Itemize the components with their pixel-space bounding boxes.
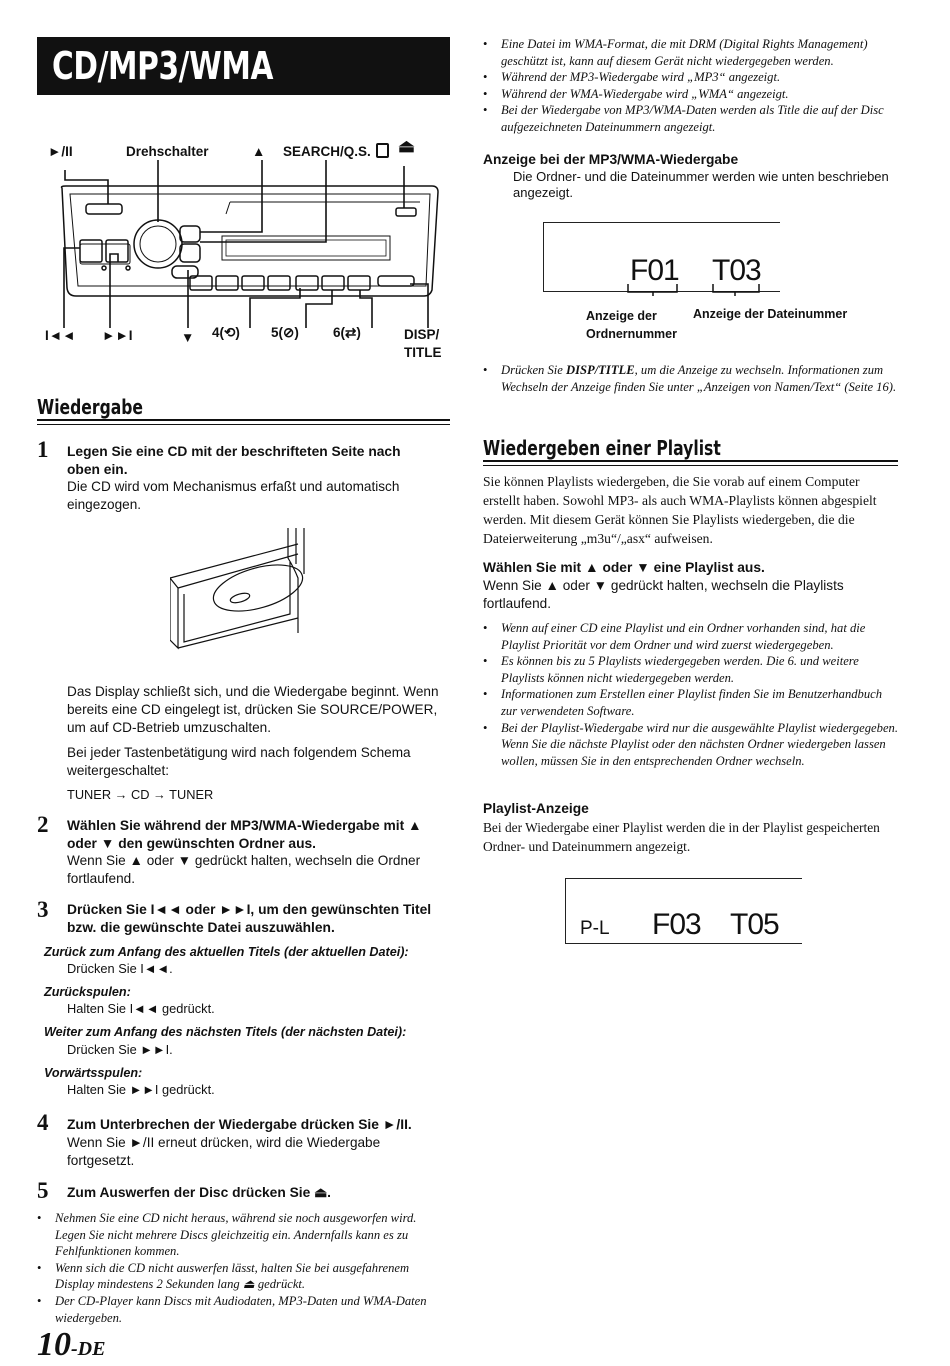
sub-text: Halten Sie I◄◄ gedrückt.: [67, 1001, 215, 1016]
step-text: Wenn Sie ▲ oder ▼ gedrückt halten, wechseln die Ordner fortlaufend.: [67, 853, 421, 886]
sub-heading: Weiter zum Anfang des nächsten Titels (der nächsten Datei):: [44, 1025, 407, 1039]
label-drehschalter: Drehschalter: [126, 144, 209, 159]
text-part: , um die Anzeige zu wechseln. Informationen zum Wechseln der Anzeige finden Sie unter „Anzeigen von Namen/Text“ (Seite 16).: [501, 363, 897, 394]
text-part: Das Display schließt sich, und die Wiedergabe beginnt. Wenn bereits eine CD eingelegt ist, drücken Sie: [67, 684, 439, 717]
subsection-text: Die Ordner- und die Dateinummer werden wie unten beschrieben angezeigt.: [513, 169, 889, 200]
note-item: [483, 362, 898, 395]
step-text: Wenn Sie ►/II erneut drücken, wird die Wiedergabe fortgesetzt.: [67, 1135, 381, 1168]
sub-heading: Vorwärtsspulen:: [44, 1066, 143, 1080]
source-power-key: SOURCE/POWER: [320, 702, 434, 717]
notes-list: [483, 620, 898, 769]
step-text: Die CD wird vom Mechanismus erfaßt und automatisch eingezogen.: [67, 479, 400, 512]
sub-text: Halten Sie ►►I gedrückt.: [67, 1082, 215, 1097]
search-mode-icon: [376, 143, 389, 158]
label-btn4: 4(⟲): [212, 325, 240, 340]
step-number: 2: [37, 812, 49, 837]
section-heading: Wiedergabe: [37, 395, 144, 419]
subsection-text: Wenn Sie ▲ oder ▼ gedrückt halten, wechseln die Playlists fortlaufend.: [483, 578, 844, 611]
playlist-intro: Sie können Playlists wiedergeben, die Sie vorab auf einem Computer erstellt haben. Sowohl MP3- als auch WMA-Playlists können abgespielt werden. Mit diesem Gerät können Sie Playlists wiedergeben, die die Dateierweiterung „m3u“/„asx“ aufweisen.: [483, 474, 877, 546]
note-item: • Informationen zum Erstellen einer Playlist finden Sie im Benutzerhandbuch zur verwendeten Software.: [483, 686, 898, 719]
disp-title-key: DISP/TITLE: [566, 363, 635, 377]
step-number: 1: [37, 437, 49, 462]
file-number-display: T05: [730, 908, 779, 941]
note-item: • Es können bis zu 5 Playlists wiedergegeben werden. Die 6. und weitere Playlists können nicht wiedergegeben werden.: [483, 653, 898, 686]
subsection-heading: Playlist-Anzeige: [483, 801, 589, 816]
note-item: • Der CD-Player kann Discs mit Audiodaten, MP3-Daten und WMA-Daten wiedergeben.: [37, 1293, 450, 1326]
label-file-number: Anzeige der Dateinummer: [693, 307, 848, 321]
page-title: CD/MP3/WMA: [52, 44, 274, 88]
step-heading: Zum Unterbrechen der Wiedergabe drücken Sie ►/II.: [67, 1117, 412, 1132]
label-down: ▼: [181, 330, 195, 345]
page-number-value: 10: [37, 1326, 71, 1363]
subsection-heading: Wählen Sie mit ▲ oder ▼ eine Playlist aus.: [483, 560, 765, 575]
notes-list: [37, 1210, 450, 1326]
label-eject: ⏏: [398, 136, 416, 156]
section-heading: Wiedergeben einer Playlist: [483, 436, 721, 460]
folder-number-display: F01: [630, 254, 679, 287]
page-title-bar: [37, 37, 450, 95]
label-prev: I◄◄: [45, 328, 76, 343]
label-btn6: 6(⇄): [333, 325, 361, 340]
note-item: • Nehmen Sie eine CD nicht heraus, während sie noch ausgeworfen wird. Legen Sie nicht mehrere Discs gleichzeitig ein. Andernfalls kann es zu Fehlfunktionen kommen.: [37, 1210, 450, 1260]
section-playlist: [483, 436, 898, 462]
sub-heading: Zurück zum Anfang des aktuellen Titels (der aktuellen Datei):: [44, 945, 409, 959]
label-disp: DISP/: [404, 327, 440, 342]
sub-text: Drücken Sie I◄◄.: [67, 961, 173, 976]
note-item: • Bei der Wiedergabe von MP3/WMA-Daten werden als Title die auf der Disc aufgezeichneten Dateinummern angezeigt.: [483, 102, 898, 135]
playlist-indicator: P-L: [580, 918, 610, 939]
cd-insert-illustration: [170, 528, 315, 658]
step-number: 3: [37, 897, 49, 922]
car-stereo-illustration: [40, 158, 450, 328]
step-number: 5: [37, 1178, 49, 1203]
subsection-heading: Anzeige bei der MP3/WMA-Wiedergabe: [483, 152, 739, 167]
label-folder-number: [586, 307, 677, 343]
label-up: ▲: [252, 144, 266, 159]
step-heading: Zum Auswerfen der Disc drücken Sie ⏏.: [67, 1185, 332, 1200]
notes-list: [483, 36, 898, 136]
label-disp-title: TITLE: [404, 345, 442, 360]
text-part: Drücken Sie: [501, 363, 567, 377]
sub-heading: Zurückspulen:: [44, 985, 131, 999]
source-sequence: TUNER → CD → TUNER: [67, 787, 214, 802]
step-heading: Wählen Sie während der MP3/WMA-Wiedergabe mit ▲ oder ▼ den gewünschten Ordner aus.: [67, 818, 422, 851]
note-item: • Eine Datei im WMA-Format, die mit DRM (Digital Rights Management) geschützt ist, kann auf diesem Gerät nicht wiedergegeben werden.: [483, 36, 898, 69]
folder-number-display: F03: [652, 908, 701, 941]
label-search-qs: SEARCH/Q.S.: [283, 144, 371, 159]
text-part: , um auf CD-Betrieb umzuschalten.: [67, 702, 438, 735]
label-next: ►►I: [102, 328, 133, 343]
page-suffix: -DE: [71, 1338, 106, 1360]
label-line: Ordnernummer: [586, 327, 677, 341]
step-number: 4: [37, 1110, 49, 1135]
subsection-text: Bei der Wiedergabe einer Playlist werden die in der Playlist gespeicherten Ordner- und Dateinummern angezeigt.: [483, 820, 880, 854]
step-text: [67, 683, 449, 737]
sub-text: Drücken Sie ►►I.: [67, 1042, 173, 1057]
label-btn5: 5(⊘): [271, 325, 299, 340]
note-item: • Bei der Playlist-Wiedergabe wird nur die ausgewählte Playlist wiedergegeben. Wenn Sie die nächste Playlist oder den nächsten Ordner wiedergeben lassen wollen, müssen Sie in den entsprechenden Ordner wechseln.: [483, 720, 898, 770]
step-heading: Legen Sie eine CD mit der beschrifteten Seite nach oben ein.: [67, 444, 401, 477]
step-text: Bei jeder Tastenbetätigung wird nach folgendem Schema weitergeschaltet:: [67, 745, 411, 778]
note-item: • Während der WMA-Wiedergabe wird „WMA“ angezeigt.: [483, 86, 898, 103]
section-wiedergabe: [37, 395, 450, 421]
note-item: • Wenn auf einer CD eine Playlist und ein Ordner vorhanden sind, hat die Playlist Priorität vor dem Ordner und wird zuerst wiedergegeben.: [483, 620, 898, 653]
note-item: • Wenn sich die CD nicht auswerfen lässt, halten Sie bei ausgefahrenem Display mindestens 2 Sekunden lang ⏏ gedrückt.: [37, 1260, 450, 1293]
step-heading: Drücken Sie I◄◄ oder ►►I, um den gewünschten Titel bzw. die gewünschte Datei auszuwählen.: [67, 902, 432, 935]
note-item: • Während der MP3-Wiedergabe wird „MP3“ angezeigt.: [483, 69, 898, 86]
label-line: Anzeige der: [586, 309, 657, 323]
notes-list: [483, 362, 898, 395]
display-brackets: [625, 284, 765, 296]
label-play-pause: ►/II: [48, 144, 73, 159]
page-number: [37, 1326, 105, 1366]
file-number-display: T03: [712, 254, 761, 287]
